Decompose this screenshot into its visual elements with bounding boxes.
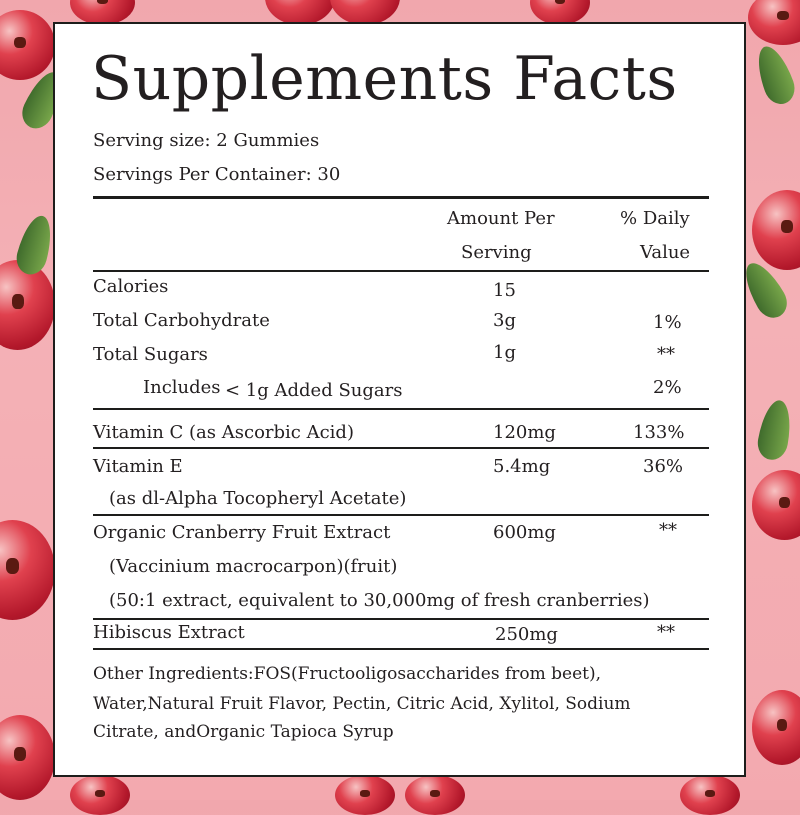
nutrient-amount: 1g xyxy=(493,342,516,363)
nutrient-name: Total Sugars xyxy=(93,344,208,365)
nutrient-source: (50:1 extract, equivalent to 30,000mg of fresh cranberries) xyxy=(109,590,650,611)
supplement-facts-panel xyxy=(53,22,746,777)
other-ingredients-line: Water,Natural Fruit Flavor, Pectin, Citric Acid, Xylitol, Sodium xyxy=(93,694,631,714)
nutrient-name: Calories xyxy=(93,276,169,297)
nutrient-amount: 15 xyxy=(493,280,516,301)
amount-header-line2: Serving xyxy=(461,242,532,263)
amount-header-line1: Amount Per xyxy=(447,208,555,229)
leaf-image xyxy=(751,42,800,109)
cranberry-image xyxy=(680,775,740,815)
nutrient-amount: 5.4mg xyxy=(493,456,551,477)
nutrient-name: Includes xyxy=(143,377,221,398)
cranberry-image xyxy=(748,0,800,45)
divider xyxy=(93,270,709,272)
nutrient-daily-value: ** xyxy=(657,622,675,643)
nutrient-amount: 120mg xyxy=(493,422,556,443)
nutrient-name: Vitamin E xyxy=(93,456,183,477)
divider xyxy=(93,196,709,199)
nutrient-daily-value: 2% xyxy=(653,377,682,398)
nutrient-daily-value: 133% xyxy=(633,422,685,443)
nutrient-name: Vitamin C (as Ascorbic Acid) xyxy=(93,422,354,443)
leaf-image xyxy=(755,398,795,462)
divider xyxy=(93,618,709,620)
nutrient-amount: 250mg xyxy=(495,624,558,645)
cranberry-image xyxy=(752,470,800,540)
nutrient-source: (as dl-Alpha Tocopheryl Acetate) xyxy=(109,488,407,509)
cranberry-image xyxy=(0,10,55,80)
serving-size: Serving size: 2 Gummies xyxy=(93,130,320,151)
cranberry-image xyxy=(405,775,465,815)
nutrient-daily-value: ** xyxy=(657,344,675,365)
cranberry-image xyxy=(752,190,800,270)
divider xyxy=(93,514,709,516)
cranberry-image xyxy=(70,775,130,815)
divider xyxy=(93,408,709,410)
other-ingredients-line: Citrate, andOrganic Tapioca Syrup xyxy=(93,722,394,742)
other-ingredients-line: Other Ingredients:FOS(Fructooligosaccharides from beet), xyxy=(93,664,602,684)
nutrient-note: < 1g Added Sugars xyxy=(225,380,403,401)
nutrient-amount: 600mg xyxy=(493,522,556,543)
nutrient-daily-value: ** xyxy=(659,520,677,541)
nutrient-amount: 3g xyxy=(493,310,516,331)
divider xyxy=(93,648,709,650)
cranberry-image xyxy=(335,775,395,815)
cranberry-image xyxy=(0,520,55,620)
servings-per-container: Servings Per Container: 30 xyxy=(93,164,341,185)
nutrient-daily-value: 1% xyxy=(653,312,682,333)
cranberry-image xyxy=(0,715,55,800)
cranberry-image xyxy=(752,690,800,765)
nutrient-name: Total Carbohydrate xyxy=(93,310,270,331)
daily-value-header-line1: % Daily xyxy=(620,208,690,229)
nutrient-source: (Vaccinium macrocarpon)(fruit) xyxy=(109,556,398,577)
daily-value-header-line2: Value xyxy=(640,242,691,263)
divider xyxy=(93,447,709,449)
leaf-image xyxy=(13,212,58,278)
nutrient-daily-value: 36% xyxy=(643,456,684,477)
nutrient-name: Organic Cranberry Fruit Extract xyxy=(93,522,391,543)
page-title: Supplements Facts xyxy=(91,44,678,114)
nutrient-name: Hibiscus Extract xyxy=(93,622,245,643)
